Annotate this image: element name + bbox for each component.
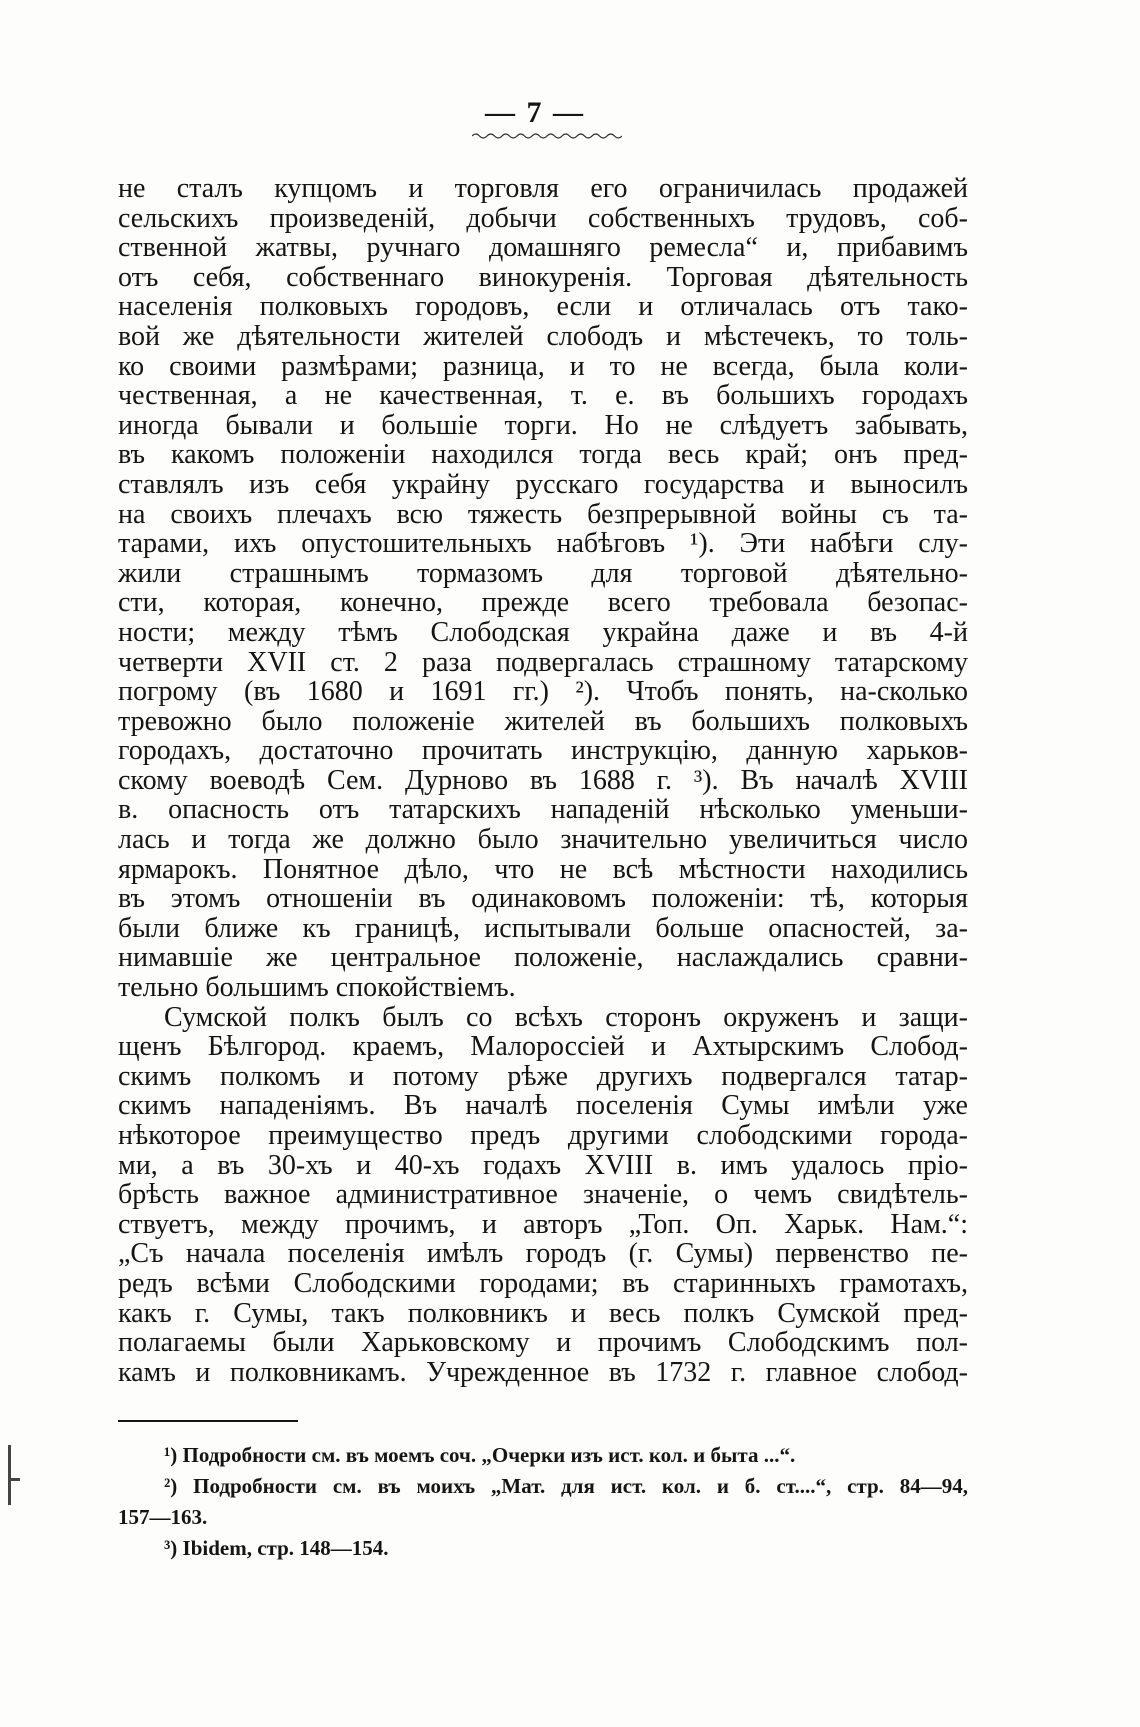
text-line: городахъ, достаточно прочитать инструкцію, данную харьков- (118, 735, 968, 767)
text-line: чественная, а не качественная, т. е. въ большихъ городахъ (118, 380, 968, 412)
text-line: въ этомъ отношеніи въ одинаковомъ положеніи: тѣ, которыя (118, 883, 968, 915)
text-line: щенъ Бѣлгород. краемъ, Малороссіей и Ахтырскимъ Слобод- (118, 1031, 968, 1063)
text-line: сти, которая, конечно, прежде всего требовала безопас- (118, 587, 968, 619)
text-line: жили страшнымъ тормазомъ для торговой дѣятельно- (118, 557, 968, 589)
footnote-separator (118, 1420, 298, 1422)
text-line: камъ и полковникамъ. Учрежденное въ 1732 г. главное слобод- (118, 1356, 968, 1388)
text-line: не сталъ купцомъ и торговля его ограничилась продажей (118, 173, 968, 204)
text-line: нимавшіе же центральное положеніе, наслаждались сравни- (118, 942, 968, 974)
text-line: въ какомъ положеніи находился тогда весь край; онъ пред- (118, 439, 968, 471)
text-line: на своихъ плечахъ всю тяжесть безпрерывной войны съ та- (118, 498, 968, 530)
text-line: погрому (въ 1680 и 1691 гг.) ²). Чтобъ понять, на-сколько (118, 676, 968, 708)
text-line: ярмарокъ. Понятное дѣло, что не всѣ мѣстности находились (118, 853, 968, 885)
body-text (118, 174, 968, 1387)
text-line: нѣкоторое преимущество предъ другими слободскими города- (118, 1120, 968, 1151)
text-line: иногда бывали и большіе торги. Но не слѣдуетъ забывать, (118, 409, 968, 441)
text-line: какъ г. Сумы, такъ полковникъ и весь полкъ Сумской пред- (118, 1297, 968, 1329)
text-line: тревожно было положеніе жителей въ большихъ полковыхъ (118, 705, 968, 737)
text-line: сельскихъ произведеній, добычи собственныхъ трудовъ, соб- (118, 202, 968, 234)
text-line: полагаемы были Харьковскому и прочимъ Слободскимъ пол- (118, 1327, 968, 1359)
text-line: ставлялъ изъ себя украйну русскаго государства и выносилъ (118, 468, 968, 500)
footnote-2: ²) Подробности см. въ моихъ „Мат. для ист. кол. и б. ст....“, стр. 84—94, (164, 1474, 968, 1498)
text-line: скому воеводѣ Сем. Дурново въ 1688 г. ³). Въ началѣ XVIII (118, 764, 968, 796)
paragraph-end-line: тельно большимъ спокойствіемъ. (118, 972, 516, 1004)
text-line: вой же дѣятельности жителей слободъ и мѣстечекъ, то толь- (118, 320, 968, 352)
footnotes (118, 1440, 968, 1564)
footnote-2-continuation: 157—163. (118, 1505, 208, 1529)
page-number: — 7 — (485, 96, 585, 129)
text-line: ми, а въ 30-хъ и 40-хъ годахъ XVIII в. имъ удалось пріо- (118, 1149, 968, 1181)
text-line: в. опасность отъ татарскихъ нападеній нѣсколько уменьши- (118, 794, 968, 826)
text-line: брѣсть важное административное значеніе, о чемъ свидѣтель- (118, 1179, 968, 1211)
text-line: лась и тогда же должно было значительно увеличиться число (118, 824, 968, 856)
text-line: населенія полковыхъ городовъ, если и отличалась отъ тако- (118, 291, 968, 323)
scan-margin-mark (8, 1445, 11, 1505)
page-number-ornament (472, 132, 622, 140)
footnote-3: ³) Ibidem, стр. 148—154. (164, 1536, 389, 1560)
text-line: ности; между тѣмъ Слободская украйна даже и въ 4-й (118, 616, 968, 648)
text-line: ко своими размѣрами; разница, и то не всегда, была коли- (118, 350, 968, 382)
text-line: отъ себя, собственнаго винокуренія. Торговая дѣятельность (118, 261, 968, 293)
text-line: скимъ нападеніямъ. Въ началѣ поселенія Сумы имѣли уже (118, 1090, 968, 1122)
text-line: четверти XVII ст. 2 раза подвергалась страшному татарскому (118, 646, 968, 678)
text-line: ствуетъ, между прочимъ, и авторъ „Топ. Оп. Харьк. Нам.“: (118, 1208, 968, 1240)
text-line: „Съ начала поселенія имѣлъ городъ (г. Сумы) первенство пе- (118, 1238, 968, 1270)
text-line: редъ всѣми Слободскими городами; въ старинныхъ грамотахъ, (118, 1267, 968, 1299)
text-line: тарами, ихъ опустошительныхъ набѣговъ ¹). Эти набѣги слу- (118, 528, 968, 560)
text-line: были ближе къ границѣ, испытывали больше опасностей, за- (118, 912, 968, 944)
footnote-1: ¹) Подробности см. въ моемъ соч. „Очерки изъ ист. кол. и быта ...“. (164, 1443, 796, 1467)
text-line: скимъ полкомъ и потому рѣже другихъ подвергался татар- (118, 1060, 968, 1092)
paragraph-start-line: Сумской полкъ былъ со всѣхъ сторонъ окруженъ и защи- (164, 1001, 968, 1033)
text-line: ственной жатвы, ручнаго домашняго ремесла“ и, прибавимъ (118, 232, 968, 264)
scan-margin-tick (8, 1478, 20, 1481)
